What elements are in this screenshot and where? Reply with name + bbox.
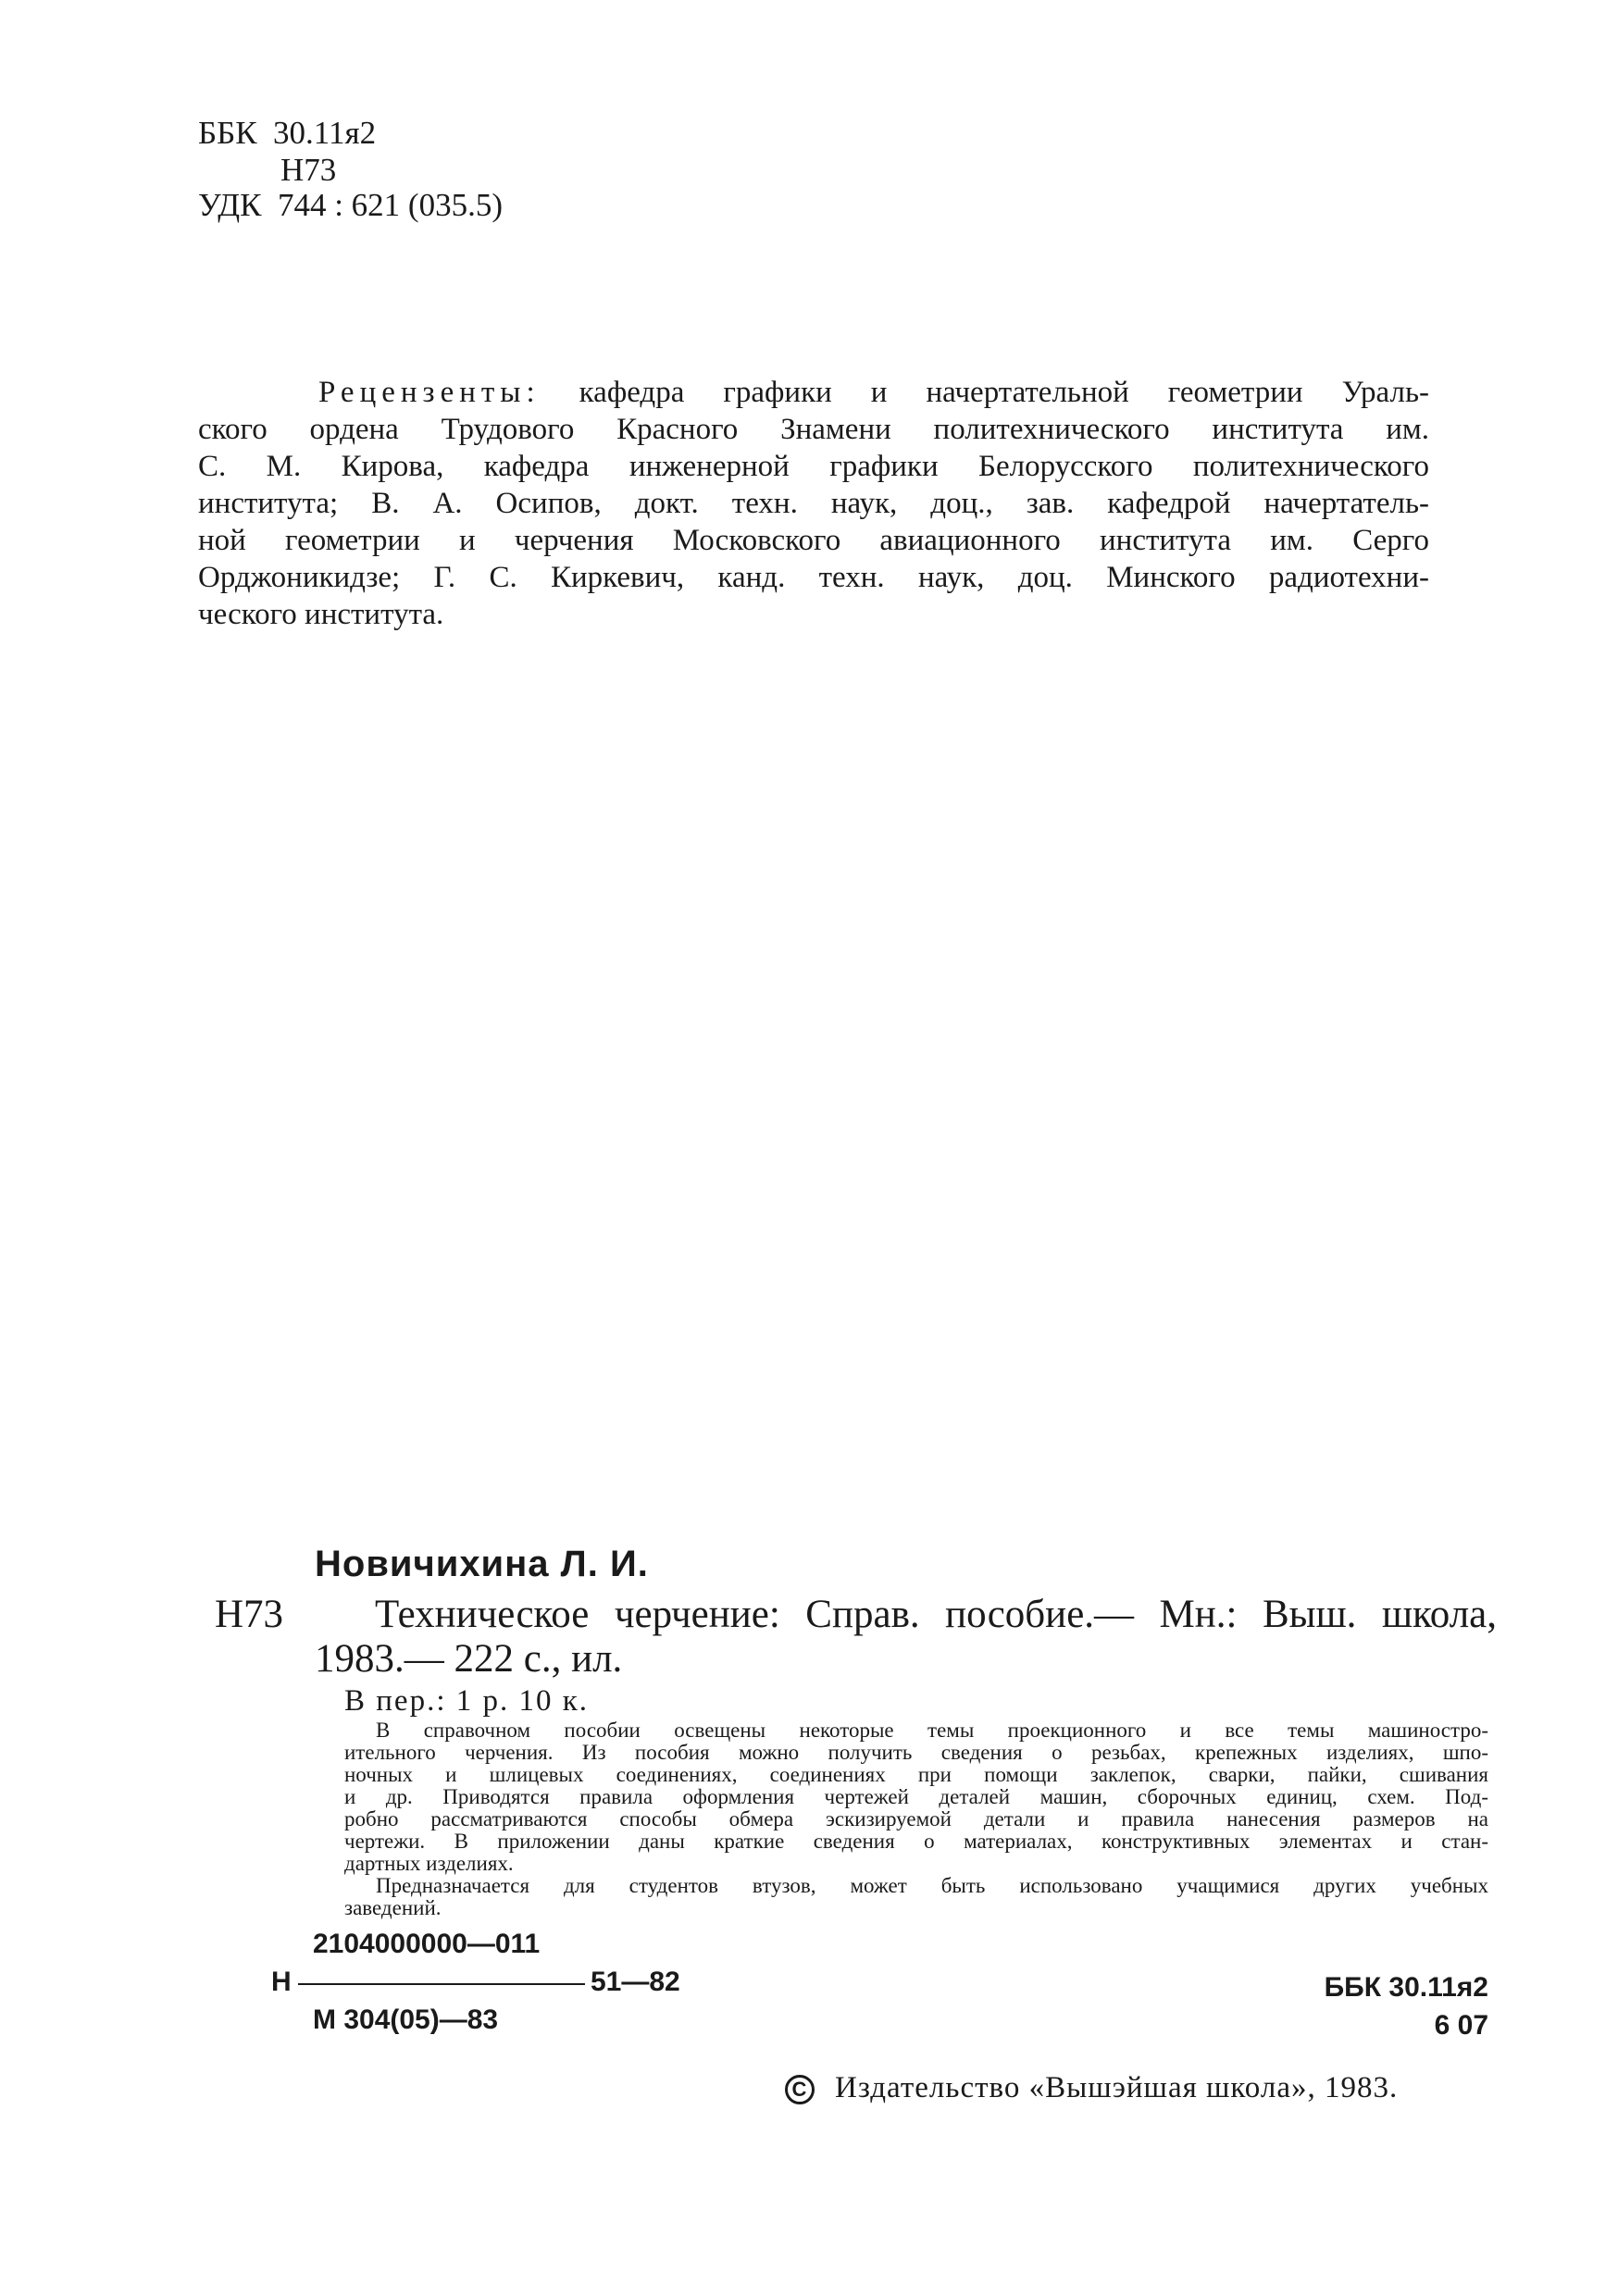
book-abstract xyxy=(344,1719,1488,1919)
copyright-text: Издательство «Вышэйшая школа», 1983. xyxy=(835,2071,1399,2104)
reviewers-line: ческого института. xyxy=(198,598,444,631)
copyright-line xyxy=(785,2071,1398,2105)
abstract-line: дартных изделиях. xyxy=(344,1852,514,1875)
udk-code: УДК 744 : 621 (035.5) xyxy=(198,187,503,223)
abstract-line: робно рассматриваются способы обмера эскизируемой детали и правила нанесения размеров на xyxy=(344,1807,1488,1831)
bbk-code: ББК 30.11я2 xyxy=(198,115,377,151)
abstract-line: ительного черчения. Из пособия можно получить сведения о резьбах, крепежных изделиях, шпо- xyxy=(344,1741,1488,1764)
purpose-line: заведений. xyxy=(344,1896,442,1919)
author-mark: Н73 xyxy=(280,152,337,188)
abstract-line: В справочном пособии освещены некоторые темы проекционного и все темы машиностро- xyxy=(376,1719,1488,1742)
abstract-line: ночных и шлицевых соединениях, соединениях при помощи заклепок, сварки, пайки, сшивания xyxy=(344,1763,1488,1786)
book-price: В пер.: 1 р. 10 к. xyxy=(344,1684,590,1718)
reviewers-label: Рецензенты: xyxy=(318,376,541,409)
reviewers-line: института; В. А. Осипов, докт. техн. наук, доц., зав. кафедрой начертатель- xyxy=(198,487,1429,520)
bbk-sub-code: 6 07 xyxy=(1434,2010,1488,2041)
bbk-code-bottom: ББК 30.11я2 xyxy=(1324,1972,1488,2003)
catalog-code: Н73 xyxy=(215,1593,284,1636)
abstract-line: чертежи. В приложении даны краткие сведения о материалах, конструктивных элементах и стан- xyxy=(344,1830,1488,1853)
index-top: 2104000000—011 xyxy=(313,1929,541,1959)
purpose-line: Предназначается для студентов втузов, может быть использовано учащимися других учебных xyxy=(376,1874,1488,1897)
index-bottom: М 304(05)—83 xyxy=(313,2004,499,2035)
copyright-icon: С xyxy=(785,2075,815,2104)
book-title: Техническое черчение: Справ. пособие.— Мн.: Выш. школа, xyxy=(375,1593,1497,1636)
reviewers-line: Рецензенты: кафедра графики и начертательной геометрии Ураль- xyxy=(318,376,1429,409)
abstract-line: и др. Приводятся правила оформления чертежей деталей машин, сборочных единиц, схем. Под- xyxy=(344,1785,1488,1808)
book-author: Новичихина Л. И. xyxy=(315,1544,649,1584)
reviewers-block xyxy=(198,374,1429,633)
index-right: 51—82 xyxy=(591,1967,680,1997)
book-imprint: 1983.— 222 с., ил. xyxy=(315,1637,623,1681)
reviewers-line: С. М. Кирова, кафедра инженерной графики Белорусского политехнического xyxy=(198,450,1429,483)
reviewers-line: ной геометрии и черчения Московского авиационного института им. Серго xyxy=(198,524,1429,557)
index-fraction-rule xyxy=(298,1983,585,1985)
index-letter: Н xyxy=(271,1967,292,1997)
reviewers-line: Орджоникидзе; Г. С. Киркевич, канд. техн. наук, доц. Минского радиотехни- xyxy=(198,561,1429,594)
reviewers-line: ского ордена Трудового Красного Знамени политехнического института им. xyxy=(198,413,1429,446)
